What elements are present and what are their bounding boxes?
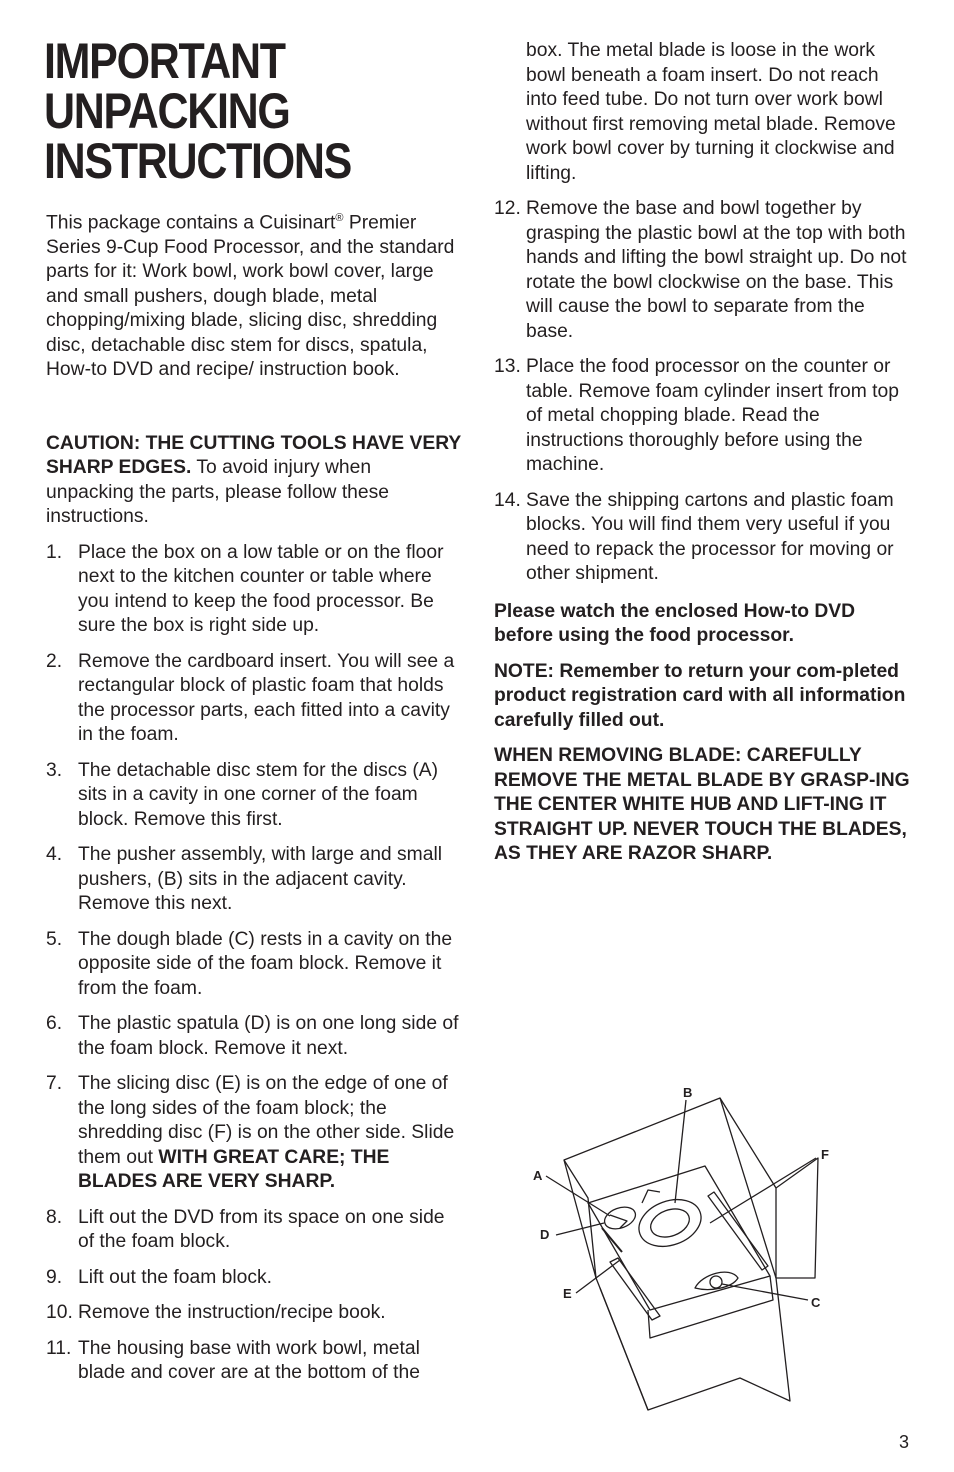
list-item: 8. Lift out the DVD from its space on one side of the foam block.: [46, 1206, 445, 1253]
label-a: A: [533, 1168, 543, 1183]
page-number: 3: [899, 1432, 910, 1452]
page-title: [44, 33, 405, 189]
label-d: D: [540, 1227, 550, 1242]
warning-text: WITH GREAT CARE; THE BLADES ARE VERY SHARP.: [78, 1146, 390, 1193]
leader-e: [576, 1260, 620, 1293]
dough-blade-hub: [710, 1276, 722, 1288]
pusher-top: [642, 1190, 660, 1203]
intro-paragraph: This package contains a Cuisinart® Premier Series 9-Cup Food Processor, and the standard parts for it: Work bowl, work bowl cover, large and small pushers, dough blade, metal chopping/mixing blade, slicing disc, shredding disc, detachable disc stem for discs, spatula, How-to DVD and recipe/ instruction book.: [46, 212, 455, 381]
box-far-flap: [776, 1158, 818, 1278]
registration-note: NOTE: Remember to return your com-pleted product registration card with all information carefully filled out.: [494, 660, 906, 731]
list-item: 14. Save the shipping cartons and plastic foam blocks. You will find them very useful if you need to repack the processor for moving or other shipment.: [494, 489, 894, 584]
box-front-edge: [600, 1288, 648, 1410]
list-item: 13. Place the food processor on the counter or table. Remove foam cylinder insert from top of metal chopping blade. Read the instructions thoroughly before using the machine.: [494, 356, 899, 475]
list-item: 12. Remove the base and bowl together by grasping the plastic bowl at the top with both hands and lifting the bowl straight up. Do not rotate the bowl clockwise on the base. This will cause the bowl to separate from the base.: [494, 198, 907, 342]
list-item: 7. The slicing disc (E) is on the edge of one of the long sides of the foam block; the shredding disc (F) is on the other side. Slide them out WITH GREAT CARE; THE BLADES ARE VERY SHARP.: [46, 1073, 455, 1193]
right-column: [494, 0, 914, 867]
label-f: F: [821, 1147, 829, 1162]
slicing-disc-slot: [610, 1258, 660, 1320]
title-line-3: INSTRUCTIONS: [44, 133, 352, 189]
step-11-continued: box. The metal blade is loose in the work bowl beneath a foam insert. Do not reach into feed tube. Do not turn over work bowl without first removing metal blade. Remove work bowl cover by turning it clockwise and lifting.: [526, 40, 896, 184]
disc-stem: [610, 1215, 627, 1228]
box-outline: [564, 1098, 790, 1410]
caution-heading: CAUTION: THE CUTTING TOOLS HAVE VERY SHARP EDGES.: [46, 432, 461, 479]
steps-list-left: [46, 541, 464, 1386]
list-item: 10. Remove the instruction/recipe book.: [46, 1302, 386, 1324]
spatula: [602, 1228, 622, 1252]
list-item: 4. The pusher assembly, with large and small pushers, (B) sits in the adjacent cavity. Remove this next.: [46, 844, 443, 915]
leader-d: [556, 1223, 604, 1235]
list-item: 3. The detachable disc stem for the discs (A) sits in a cavity in one corner of the foam block. Remove this first.: [46, 759, 439, 830]
leader-c: [722, 1284, 808, 1300]
list-item: 1. Place the box on a low table or on the floor next to the kitchen counter or table where you intend to keep the food processor. Be sure the box is right side up.: [46, 541, 444, 637]
title-line-2: UNPACKING: [44, 83, 290, 139]
unpacking-diagram: [530, 1078, 840, 1413]
list-item: 11. The housing base with work bowl, metal blade and cover are at the bottom of the: [46, 1337, 420, 1384]
list-item: 9. Lift out the foam block.: [46, 1266, 272, 1288]
left-column: [46, 0, 464, 1386]
list-item: 6. The plastic spatula (D) is on one long side of the foam block. Remove it next.: [46, 1013, 459, 1059]
label-e: E: [563, 1286, 572, 1301]
pusher-assembly: [647, 1204, 693, 1242]
list-item: 2. Remove the cardboard insert. You will see a rectangular block of plastic foam that holds the processor parts, each fitted into a cavity in the foam.: [46, 650, 455, 746]
registered-mark: ®: [335, 212, 344, 224]
list-item: 5. The dough blade (C) rests in a cavity on the opposite side of the foam block. Remove it from the foam.: [46, 928, 453, 999]
label-c: C: [811, 1295, 821, 1310]
blade-warning: WHEN REMOVING BLADE: CAREFULLY REMOVE THE METAL BLADE BY GRASP-ING THE CENTER WHITE HUB AND LIFT-ING IT STRAIGHT UP. NEVER TOUCH THE BLADES, AS THEY ARE RAZOR SHARP.: [494, 745, 910, 864]
steps-list-right: [494, 197, 914, 587]
label-b: B: [683, 1085, 693, 1100]
title-line-1: IMPORTANT: [44, 33, 285, 89]
caution-paragraph: CAUTION: THE CUTTING TOOLS HAVE VERY SHARP EDGES. To avoid injury when unpacking the parts, please follow these instructions.: [46, 432, 461, 528]
dvd-note: Please watch the enclosed How-to DVD before using the food processor.: [494, 600, 856, 646]
